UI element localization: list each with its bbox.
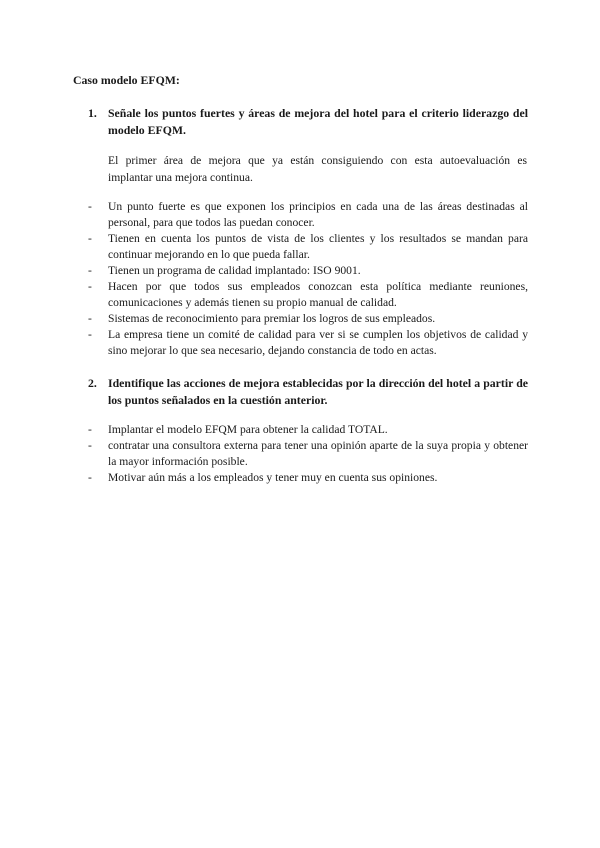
question-1	[88, 105, 528, 139]
dash-marker: -	[88, 328, 92, 341]
list-item	[88, 279, 528, 311]
dash-marker: -	[88, 232, 92, 245]
list-item-text: Implantar el modelo EFQM para obtener la calidad TOTAL.	[108, 423, 388, 436]
section-2-bullet-list	[88, 422, 528, 486]
list-item-text: Sistemas de reconocimiento para premiar los logros de sus empleados.	[108, 312, 436, 325]
list-item	[88, 231, 528, 263]
list-item-text: contratar una consultora externa para tener una opinión aparte de la suya propia y obtener la mayor información posible.	[108, 439, 528, 468]
question-text: Señale los puntos fuertes y áreas de mejora del hotel para el criterio liderazgo del modelo EFQM.	[108, 106, 528, 137]
list-item	[88, 311, 528, 327]
list-item	[88, 327, 528, 359]
dash-marker: -	[88, 280, 92, 293]
intro-paragraph-line: El primer área de mejora que ya están consiguiendo con esta autoevaluación es	[108, 154, 527, 167]
question-number: 2.	[88, 376, 97, 390]
list-item-text: Tienen en cuenta los puntos de vista de los clientes y los resultados se mandan para continuar mejorando en lo que pueda fallar.	[108, 232, 528, 261]
dash-marker: -	[88, 312, 92, 325]
dash-marker: -	[88, 471, 92, 484]
intro-paragraph	[108, 152, 527, 186]
question-text: Identifique las acciones de mejora establecidas por la dirección del hotel a partir de los puntos señalados en la cuestión anterior.	[108, 376, 528, 407]
question-number: 1.	[88, 106, 97, 120]
section-1-bullet-list	[88, 199, 528, 359]
intro-paragraph-line: implantar una mejora continua.	[108, 171, 253, 184]
list-item-text: Tienen un programa de calidad implantado: ISO 9001.	[108, 264, 361, 277]
question-2	[88, 375, 528, 409]
list-item	[88, 263, 528, 279]
document-title: Caso modelo EFQM:	[73, 73, 180, 87]
list-item-text: Un punto fuerte es que exponen los principios en cada una de las áreas destinadas al personal, para que todos las puedan conocer.	[108, 200, 528, 229]
dash-marker: -	[88, 423, 92, 436]
list-item-text: Motivar aún más a los empleados y tener muy en cuenta sus opiniones.	[108, 471, 438, 484]
list-item	[88, 422, 528, 438]
list-item-text: La empresa tiene un comité de calidad para ver si se cumplen los objetivos de calidad y sino mejorar lo que sea necesario, dejando constancia de todo en actas.	[108, 328, 528, 357]
list-item	[88, 470, 528, 486]
dash-marker: -	[88, 264, 92, 277]
list-item	[88, 199, 528, 231]
list-item-text: Hacen por que todos sus empleados conozcan esta política mediante reuniones, comunicaciones y además tienen su propio manual de calidad.	[108, 280, 528, 309]
dash-marker: -	[88, 439, 92, 452]
list-item	[88, 438, 528, 470]
dash-marker: -	[88, 200, 92, 213]
